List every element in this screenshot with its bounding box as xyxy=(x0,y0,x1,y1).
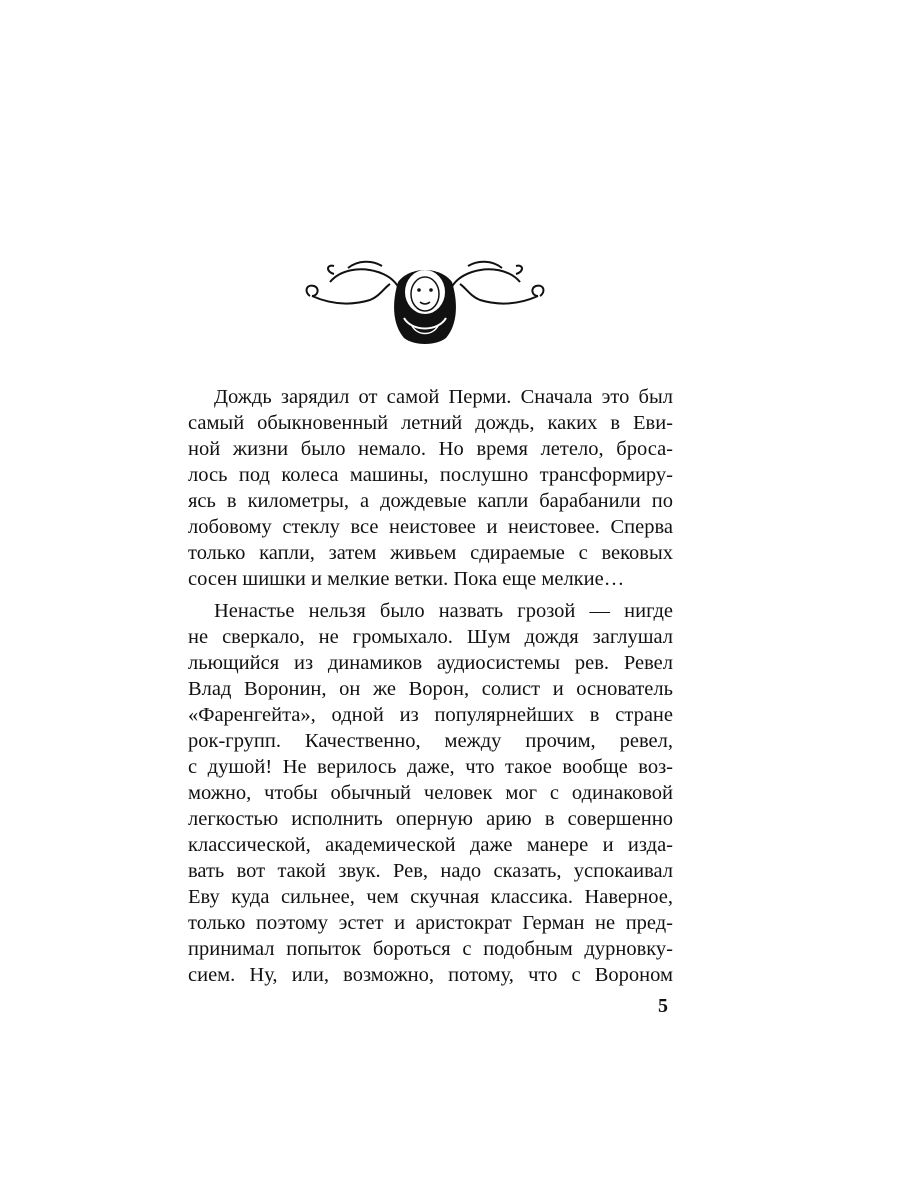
text-line: сием. Ну, или, возможно, потому, что с Вороном xyxy=(188,964,673,986)
text-line: только поэтому эстет и аристократ Герман не пред- xyxy=(188,912,673,934)
text-line: лобовому стеклу все неистовее и неистовее. Сперва xyxy=(188,516,673,538)
paragraph xyxy=(188,384,673,592)
text-line: только капли, затем живьем сдираемые с вековых xyxy=(188,542,673,564)
paragraph xyxy=(188,598,673,988)
text-line: не сверкало, не громыхало. Шум дождя заглушал xyxy=(188,626,673,648)
text-line: сосен шишки и мелкие ветки. Пока еще мелкие… xyxy=(188,568,625,590)
text-line: вать вот такой звук. Рев, надо сказать, успокаивал xyxy=(188,860,673,882)
text-line: с душой! Не верилось даже, что такое вообще воз- xyxy=(188,756,673,778)
text-line: ной жизни было немало. Но время летело, броса- xyxy=(188,438,673,460)
text-line: Дождь зарядил от самой Перми. Сначала это был xyxy=(214,386,673,408)
body-text xyxy=(188,384,673,988)
cherub-scroll-ornament-icon xyxy=(300,252,550,348)
text-line: классической, академической даже манере и изда- xyxy=(188,834,673,856)
text-line: самый обыкновенный летний дождь, каких в Еви- xyxy=(188,412,673,434)
text-line: Еву куда сильнее, чем скучная классика. Наверное, xyxy=(188,886,673,908)
page-number: 5 xyxy=(658,995,668,1017)
text-line: рок-групп. Качественно, между прочим, ревел, xyxy=(188,730,673,752)
text-line: Ненастье нельзя было назвать грозой — нигде xyxy=(214,600,673,622)
text-line: ясь в километры, а дождевые капли барабанили по xyxy=(188,490,673,512)
text-line: легкостью исполнить оперную арию в совершенно xyxy=(188,808,673,830)
text-line: льющийся из динамиков аудиосистемы рев. Ревел xyxy=(188,652,673,674)
text-line: Влад Воронин, он же Ворон, солист и основатель xyxy=(188,678,673,700)
text-line: можно, чтобы обычный человек мог с одинаковой xyxy=(188,782,673,804)
text-line: «Фаренгейта», одной из популярнейших в стране xyxy=(188,704,673,726)
text-line: принимал попыток бороться с подобным дурновку- xyxy=(188,938,673,960)
text-line: лось под колеса машины, послушно трансформиру- xyxy=(188,464,673,486)
